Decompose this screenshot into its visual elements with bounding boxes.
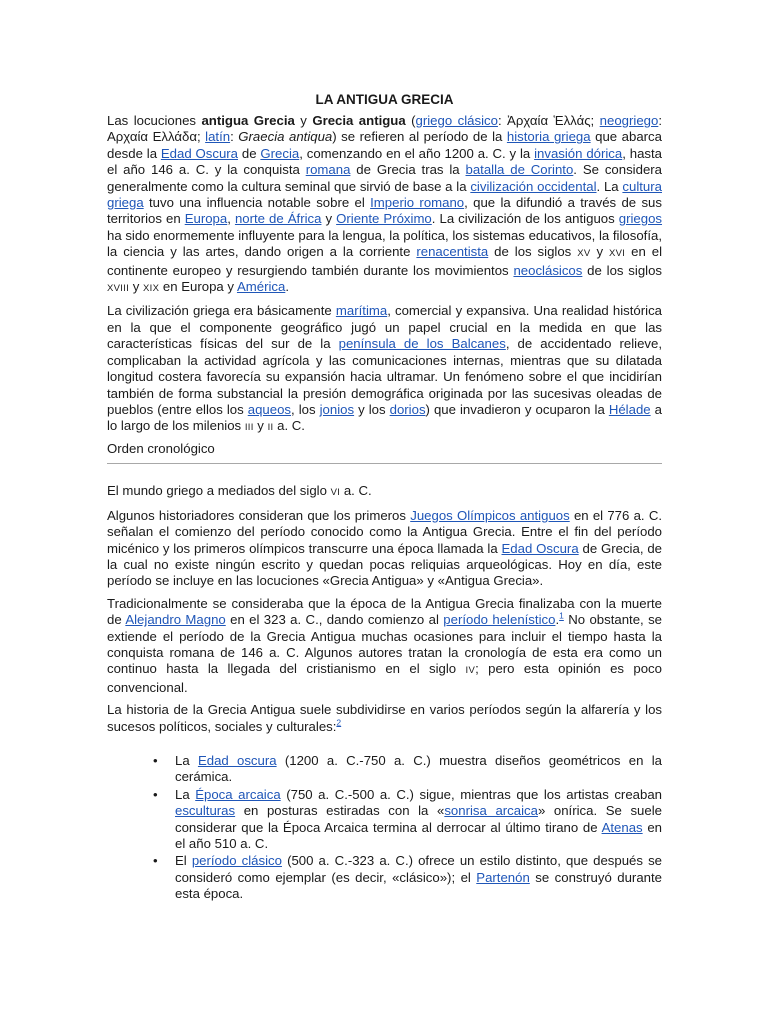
periods-list — [107, 753, 662, 903]
link-civilizacion-occidental[interactable]: civilización occidental — [470, 178, 597, 194]
text: , comercial y expansiva. Una realidad histórica en la que el componente geográfico jugó un papel crucial en la medida en que las características físicas del sur de la — [107, 303, 663, 352]
link-america[interactable]: América — [236, 279, 286, 295]
text: (500 a. C.-323 a. C.) ofrece un estilo distinto, que después se consideró como ejemplar (es decir, «clásico»); el — [175, 853, 663, 885]
paragraph-intro — [107, 113, 662, 297]
link-europa[interactable]: Europa — [184, 211, 228, 227]
link-epoca-arcaica[interactable]: Época arcaica — [195, 786, 281, 802]
text: La historia de la Grecia Antigua suele subdividirse en varios períodos según la alfarería y los sucesos políticos, sociales y culturales: — [107, 702, 662, 734]
millennium-numeral: III — [244, 422, 254, 434]
link-partenon[interactable]: Partenón — [476, 869, 530, 885]
paragraph-juegos-olimpicos — [107, 508, 662, 590]
text: : Ἀρχαία Ἑλλάς; — [497, 113, 600, 128]
link-peninsula-balcanes[interactable]: península de los Balcanes — [338, 336, 506, 352]
text: a. C. — [340, 482, 372, 498]
link-alejandro-magno[interactable]: Alejandro Magno — [125, 612, 226, 628]
century-numeral: VI — [330, 486, 341, 498]
list-item-epoca-arcaica — [153, 786, 662, 853]
document-body — [107, 91, 662, 904]
link-latin[interactable]: latín — [205, 129, 231, 145]
text: ha sido enormemente influyente para la lengua, la política, los sistemas educativos, la filosofía, la ciencia y las artes, dando origen a la corriente — [107, 227, 662, 260]
link-oriente-proximo[interactable]: Oriente Próximo — [336, 211, 432, 227]
link-aqueos[interactable]: aqueos — [247, 401, 292, 417]
text: en el continente europeo y resurgiendo también durante los movimientos — [107, 244, 663, 278]
link-imperio-romano[interactable]: Imperio romano — [370, 195, 465, 211]
text: . — [555, 612, 560, 628]
text: y — [321, 211, 337, 227]
footnote-link-2[interactable]: 2 — [336, 717, 342, 728]
paragraph-civilizacion — [107, 303, 662, 436]
link-grecia[interactable]: Grecia — [260, 145, 300, 161]
document-title: LA ANTIGUA GRECIA — [315, 92, 454, 107]
text: , — [227, 211, 235, 227]
link-renacentista[interactable]: renacentista — [416, 244, 489, 260]
text: , hasta el año 146 a. C. y la conquista — [107, 145, 662, 178]
text: en el 323 a. C., dando comienzo al — [225, 612, 444, 628]
text: , que la difundió a través de sus territorios en — [107, 195, 662, 227]
section-divider — [107, 463, 662, 464]
link-neoclasicos[interactable]: neoclásicos — [513, 262, 583, 278]
text: se construyó durante esta época. — [175, 869, 662, 902]
text: ( — [405, 113, 416, 128]
century-numeral: XVI — [608, 248, 626, 260]
bullet-icon: • — [153, 786, 158, 802]
list-item-periodo-clasico — [153, 853, 663, 902]
text: ) que invadieron y ocuparon la — [425, 401, 609, 417]
link-griegos[interactable]: griegos — [618, 211, 663, 227]
text: de los siglos — [582, 262, 663, 278]
link-griego-clasico[interactable]: griego clásico — [415, 113, 498, 128]
link-esculturas[interactable]: esculturas — [175, 803, 236, 819]
text: a lo largo de los milenios — [107, 401, 662, 434]
link-edad-oscura[interactable]: Edad Oscura — [501, 540, 579, 556]
link-sonrisa-arcaica[interactable]: sonrisa arcaica — [444, 803, 538, 819]
link-juegos-olimpicos[interactable]: Juegos Olímpicos antiguos — [410, 507, 570, 523]
text: y — [129, 279, 144, 295]
text: La — [175, 753, 198, 768]
millennium-numeral: II — [267, 422, 274, 434]
text: La — [175, 786, 196, 802]
link-invasion-dorica[interactable]: invasión dórica — [534, 145, 623, 161]
link-helade[interactable]: Hélade — [608, 401, 651, 417]
link-romana[interactable]: romana — [305, 162, 351, 178]
text: (750 a. C.-500 a. C.) sigue, mientras que los artistas creaban — [280, 786, 662, 802]
text: y — [253, 418, 268, 434]
century-numeral: XVIII — [107, 283, 130, 295]
link-dorios[interactable]: dorios — [389, 401, 426, 417]
text: El mundo griego a mediados del siglo — [107, 482, 331, 498]
text: ) se refieren al período de la — [332, 129, 507, 145]
paragraph-subdivision — [107, 702, 662, 735]
bullet-icon: • — [153, 853, 158, 869]
text: tuvo una influencia notable sobre el — [143, 195, 371, 211]
text: ; pero esta opinión es poco convencional. — [107, 661, 662, 695]
bold-term: Grecia antigua — [312, 113, 406, 128]
century-numeral: XV — [577, 248, 591, 260]
bullet-icon: • — [153, 753, 158, 768]
link-maritima[interactable]: marítima — [335, 303, 388, 319]
bold-term: antigua Grecia — [201, 113, 295, 128]
text: La civilización griega era básicamente — [107, 303, 336, 319]
list-item-edad-oscura — [153, 753, 662, 786]
text: , de accidentado relieve, complicaban la actividad agrícola y las comunicaciones internas, mientras que su dilatada longitud costera favorecía su expansión hacia ultramar. Un fenómeno sobre el que incidirían también de forma substancial la presión demográfica originada por las sucesivas oleadas de pueblos (entre ellos los — [107, 336, 662, 417]
text: No obstante, se extiende el período de la Grecia Antigua muchas ocasiones para incluir el tiempo hasta la conquista romana de 146 a. C. Algunos autores tratan la cronología de esta era como un continuo hasta la llegada del cristianismo en el siglo — [107, 612, 663, 677]
text: Algunos historiadores consideran que los primeros — [107, 507, 411, 523]
link-historia-griega[interactable]: historia griega — [506, 129, 591, 145]
link-jonios[interactable]: jonios — [319, 401, 355, 417]
text: El — [175, 853, 192, 869]
text: . Se considera generalmente como la cultura seminal que sirvió de base a la — [107, 162, 663, 194]
text: . La civilización de los antiguos — [431, 211, 619, 227]
text: y — [590, 244, 609, 260]
link-cultura-griega[interactable]: cultura griega — [107, 178, 662, 211]
link-neogriego[interactable]: neogriego — [599, 113, 659, 128]
link-periodo-clasico[interactable]: período clásico — [191, 853, 282, 869]
text: , los — [291, 401, 320, 417]
text: . La — [596, 178, 623, 194]
text: a. C. — [273, 418, 305, 434]
footnote-link-1[interactable]: 1 — [559, 610, 564, 621]
link-atenas[interactable]: Atenas — [601, 819, 643, 835]
link-edad-oscura-list[interactable]: Edad oscura — [197, 753, 277, 768]
text: . — [285, 279, 289, 295]
text: que abarca desde la — [107, 129, 662, 161]
text: en Europa y — [159, 279, 237, 295]
text: de los siglos — [488, 244, 578, 260]
link-norte-africa[interactable]: norte de África — [234, 211, 322, 227]
century-numeral: XIX — [143, 283, 160, 295]
text: : Αρχαία Ελλάδα; — [107, 113, 663, 145]
text: de — [238, 145, 261, 161]
text: (1200 a. C.-750 a. C.) muestra diseños geométricos en la cerámica. — [175, 753, 662, 785]
text: de Grecia tras la — [350, 162, 466, 178]
text: Las locuciones — [107, 113, 202, 128]
subheading-mundo-griego — [107, 483, 662, 501]
link-periodo-helenistico[interactable]: período helenístico — [443, 612, 556, 628]
text: de Grecia, de la cual no existe ningún escrito y quedan pocas reliquias arqueológicas. Hoy en día, este período se incluye en las locuciones «Grecia Antigua» y «Antigua Grecia». — [107, 540, 662, 589]
section-heading-orden-cronologico: Orden cronológico — [107, 440, 215, 456]
link-batalla-corinto[interactable]: batalla de Corinto — [465, 162, 574, 178]
italic-term: Graecia antiqua — [238, 129, 333, 145]
text: » onírica. Se suele considerar que la Época Arcaica termina al derrocar al último tirano de — [175, 803, 662, 835]
text: , comenzando en el año 1200 a. C. y la — [299, 145, 535, 161]
text: : — [230, 129, 239, 145]
text: y los — [354, 401, 390, 417]
century-numeral: IV — [465, 665, 476, 677]
text: y — [294, 113, 313, 128]
text: en el 776 a. C. señalan el comienzo del período conocido como la Antigua Grecia. Entre el fin del período micénico y los primeros olímpicos transcurre una época llamada la — [107, 507, 663, 556]
paragraph-alejandro — [107, 596, 662, 696]
text: Tradicionalmente se consideraba que la época de la Antigua Grecia finalizaba con la muerte de — [107, 595, 662, 628]
link-edad-oscura[interactable]: Edad Oscura — [160, 145, 239, 161]
text: en posturas estiradas con la « — [235, 803, 445, 819]
text: en el año 510 a. C. — [175, 819, 662, 852]
